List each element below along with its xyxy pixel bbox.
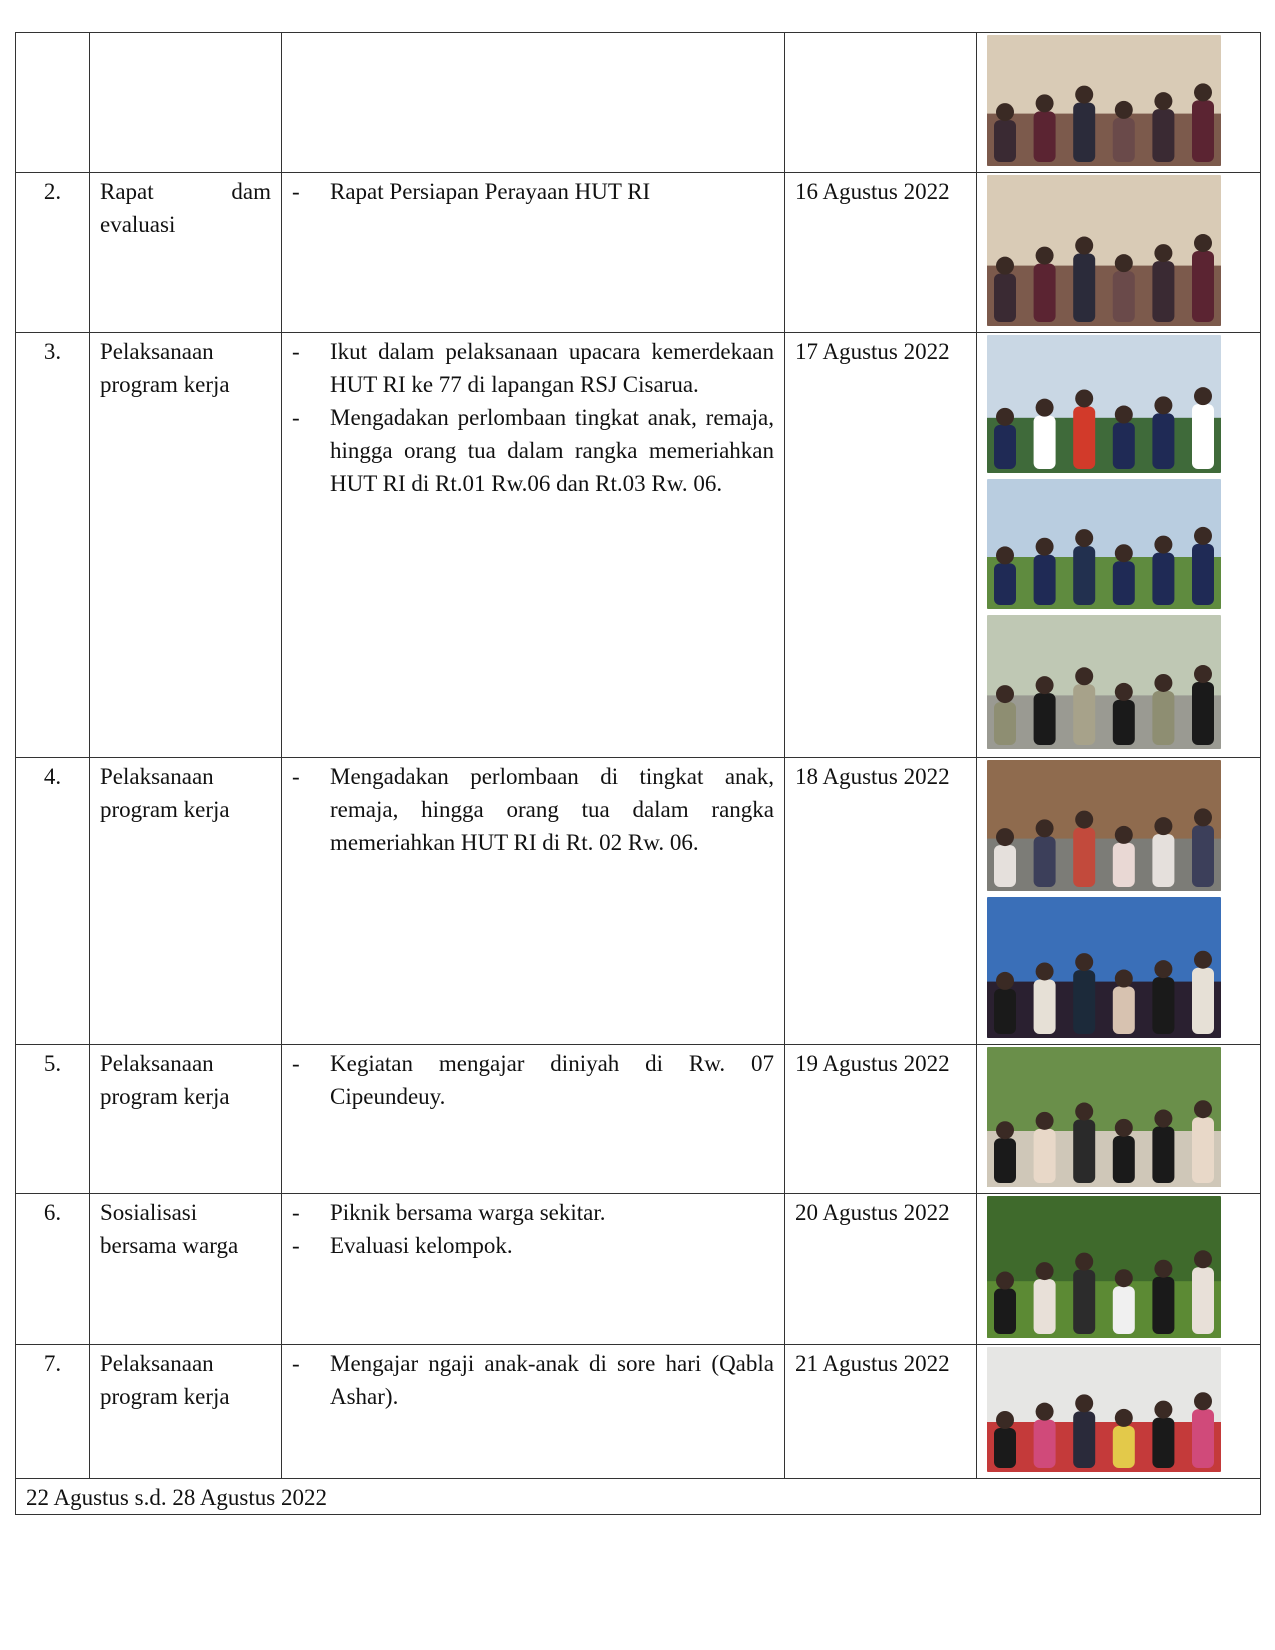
documentation-cell [977, 1045, 1261, 1194]
documentation-cell [977, 758, 1261, 1045]
description-cell [282, 1194, 785, 1345]
ceremony-group-photo [987, 335, 1221, 473]
description-list [292, 1047, 774, 1113]
table-row [16, 33, 1261, 173]
activity-cell: Pelaksanaan program kerja [90, 1345, 282, 1479]
description-item: - Mengajar ngaji anak-anak di sore hari (Qabla Ashar). [292, 1347, 774, 1413]
meeting-room-photo [987, 175, 1221, 326]
row-number: 4. [16, 758, 90, 1045]
table-row [16, 758, 1261, 1045]
description-list [292, 175, 774, 208]
row-number: 6. [16, 1194, 90, 1345]
table-row [16, 173, 1261, 333]
description-item: - Piknik bersama warga sekitar. [292, 1196, 774, 1229]
activity-cell: Pelaksanaan program kerja [90, 758, 282, 1045]
description-cell [282, 173, 785, 333]
description-item: - Mengadakan perlombaan tingkat anak, remaja, hingga orang tua dalam rangka memeriahkan HUT RI di Rt.01 Rw.06 dan Rt.03 Rw. 06. [292, 401, 774, 500]
tent-game-photo [987, 897, 1221, 1038]
description-list [292, 1347, 774, 1413]
documentation-cell [977, 1345, 1261, 1479]
row-number: 7. [16, 1345, 90, 1479]
table-row [16, 1345, 1261, 1479]
description-list [292, 760, 774, 859]
date-cell: 21 Agustus 2022 [785, 1345, 977, 1479]
description-item: - Kegiatan mengajar diniyah di Rw. 07 Cipeundeuy. [292, 1047, 774, 1113]
activity-cell: Pelaksanaan program kerja [90, 1045, 282, 1194]
description-cell [282, 33, 785, 173]
indoor-class-photo [987, 1347, 1221, 1472]
description-cell [282, 333, 785, 758]
activity-cell [90, 33, 282, 173]
row-number [16, 33, 90, 173]
documentation-cell [977, 173, 1261, 333]
date-cell: 16 Agustus 2022 [785, 173, 977, 333]
row-number: 3. [16, 333, 90, 758]
period-text: 22 Agustus s.d. 28 Agustus 2022 [16, 1479, 1261, 1515]
description-item: - Evaluasi kelompok. [292, 1229, 774, 1262]
row-number: 2. [16, 173, 90, 333]
row-number: 5. [16, 1045, 90, 1194]
street-group-photo [987, 615, 1221, 749]
description-item: - Rapat Persiapan Perayaan HUT RI [292, 175, 774, 208]
table-row [16, 333, 1261, 758]
description-item: - Mengadakan perlombaan di tingkat anak, remaja, hingga orang tua dalam rangka memeriahkan HUT RI di Rt. 02 Rw. 06. [292, 760, 774, 859]
activity-cell: Pelaksanaan program kerja [90, 333, 282, 758]
date-cell: 17 Agustus 2022 [785, 333, 977, 758]
activity-cell: Rapat dam evaluasi [90, 173, 282, 333]
field-group-photo [987, 479, 1221, 609]
documentation-cell [977, 333, 1261, 758]
description-cell [282, 1345, 785, 1479]
description-item: - Ikut dalam pelaksanaan upacara kemerdekaan HUT RI ke 77 di lapangan RSJ Cisarua. [292, 335, 774, 401]
village-competition-photo [987, 760, 1221, 891]
description-cell [282, 758, 785, 1045]
documentation-cell [977, 33, 1261, 173]
documentation-cell [977, 1194, 1261, 1345]
description-cell [282, 1045, 785, 1194]
date-cell: 18 Agustus 2022 [785, 758, 977, 1045]
date-cell [785, 33, 977, 173]
period-row [16, 1479, 1261, 1515]
meeting-room-photo [987, 35, 1221, 166]
activity-cell: Sosialisasi bersama warga [90, 1194, 282, 1345]
activity-log-body [16, 33, 1261, 1479]
date-cell: 19 Agustus 2022 [785, 1045, 977, 1194]
table-row [16, 1194, 1261, 1345]
table-row [16, 1045, 1261, 1194]
outdoor-class-photo [987, 1047, 1221, 1187]
picnic-photo [987, 1196, 1221, 1338]
activity-log-table [15, 32, 1261, 1515]
description-list [292, 335, 774, 500]
date-cell: 20 Agustus 2022 [785, 1194, 977, 1345]
description-list [292, 1196, 774, 1262]
